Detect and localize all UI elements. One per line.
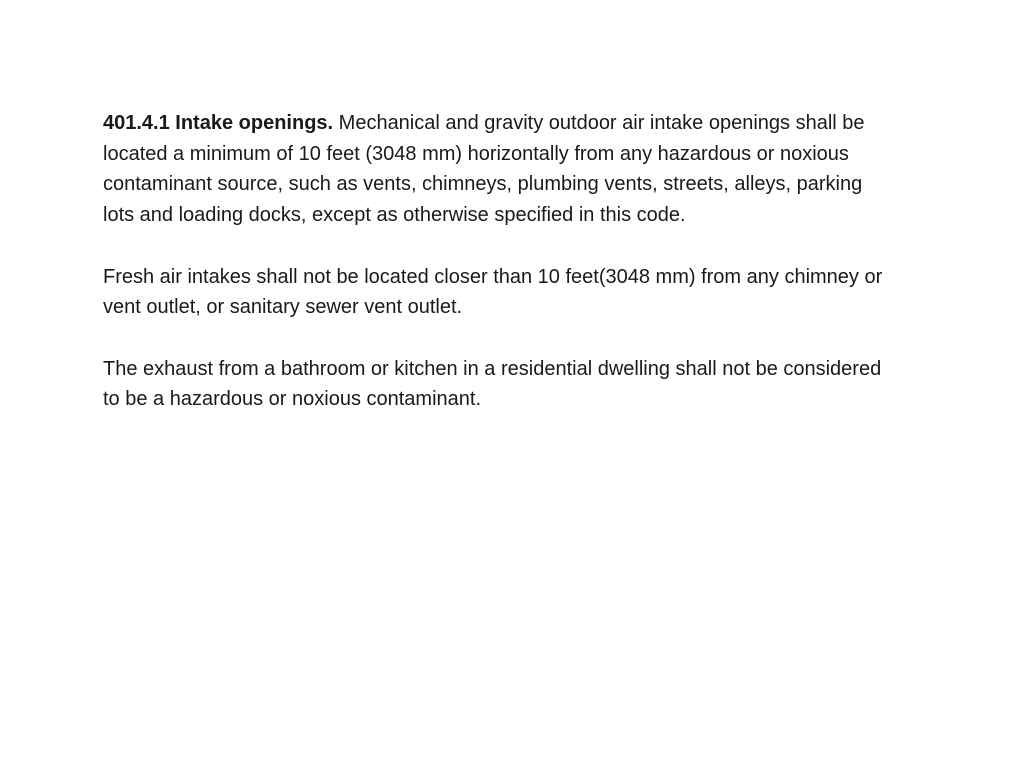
paragraph-intake-openings — [103, 108, 893, 231]
paragraph-text: The exhaust from a bathroom or kitchen in a residential dwelling shall not be considered to be a hazardous or noxious contaminant. — [103, 357, 882, 411]
text-body — [103, 108, 893, 415]
paragraph-text: Mechanical and gravity outdoor air intake openings shall be located a minimum of 10 feet (3048 mm) horizontally from any hazardous or noxious contaminant source, such as vents, chimneys, plumbing vents, streets, alleys, parking lots and loading docks, except as otherwise specified in this code. — [103, 112, 865, 227]
paragraph-fresh-air-intakes — [103, 262, 893, 323]
section-heading: 401.4.1 Intake openings. — [103, 112, 334, 134]
paragraph-exhaust-exception — [103, 354, 893, 415]
paragraph-text: Fresh air intakes shall not be located closer than 10 feet(3048 mm) from any chimney or vent outlet, or sanitary sewer vent outlet. — [103, 265, 883, 319]
